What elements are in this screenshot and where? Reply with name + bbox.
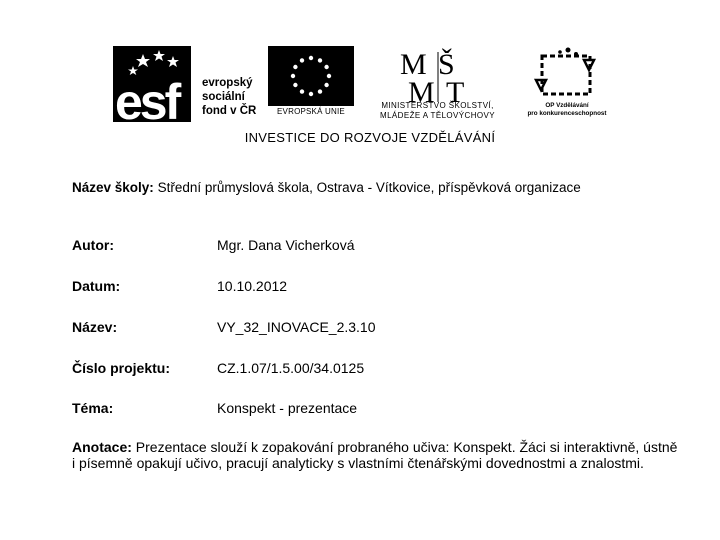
field-value: Mgr. Dana Vicherková [217, 237, 355, 253]
annotation-label: Anotace: [72, 439, 132, 455]
field-label: Číslo projektu: [72, 360, 171, 376]
svg-text:M: M [400, 48, 427, 81]
field-value: Konspekt - prezentace [217, 400, 358, 416]
annotation [72, 439, 682, 471]
field-label: Název: [72, 319, 118, 335]
op-vk-logo [532, 46, 602, 102]
field-value: VY_32_INOVACE_2.3.10 [217, 319, 376, 335]
eu-flag-icon [268, 46, 354, 106]
svg-text:M: M [408, 76, 435, 106]
op-vk-logo-text: OP Vzdělávání pro konkurenceschopnost [527, 102, 607, 117]
eu-label: EVROPSKÁ UNIE [277, 107, 345, 116]
school-label: Název školy: [72, 180, 154, 195]
field-label: Téma: [72, 400, 114, 416]
school-value: Střední průmyslová škola, Ostrava - Vítkovice, příspěvková organizace [157, 180, 581, 195]
annotation-value: Prezentace slouží k zopakování probraného učiva: Konspekt. Žáci si interaktivně, ústně i písemně opakují učivo, pracují analyticky s vlastními čtenářskými dovednostmi a znalostmi. [72, 439, 678, 471]
msmt-logo-text: MINISTERSTVO ŠKOLSTVÍ, MLÁDEŽE A TĚLOVÝCHOVY [380, 101, 495, 120]
esf-logo-text: evropský sociální fond v ČR [202, 77, 257, 117]
field-label: Datum: [72, 278, 121, 294]
tagline: INVESTICE DO ROZVOJE VZDĚLÁVÁNÍ [244, 130, 496, 145]
field-value: 10.10.2012 [217, 278, 288, 294]
field-label: Autor: [72, 237, 114, 253]
svg-text:T: T [446, 76, 465, 106]
logo-bar [0, 0, 720, 160]
svg-text:Š: Š [438, 48, 455, 81]
field-value: CZ.1.07/1.5.00/34.0125 [217, 360, 365, 376]
school-info [72, 180, 672, 196]
msmt-logo [398, 46, 478, 106]
svg-text:esf: esf [115, 74, 179, 122]
